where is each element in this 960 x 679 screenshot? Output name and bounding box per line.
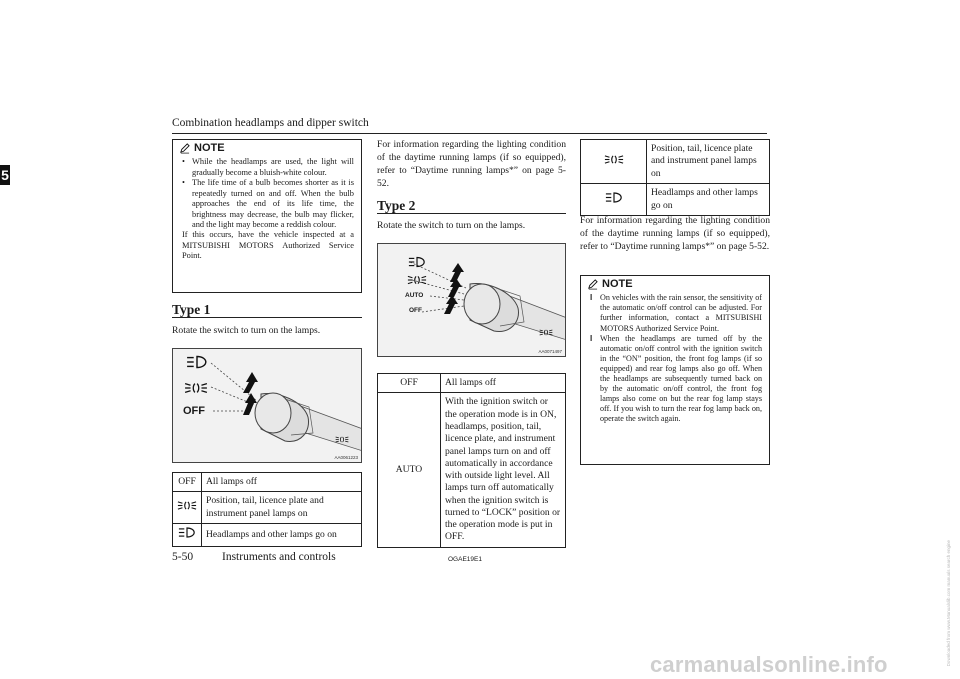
figure-code: AA0071497 <box>538 348 562 354</box>
note-pencil-icon <box>179 143 190 154</box>
note-box-right <box>580 275 770 465</box>
figure-label-auto: AUTO <box>405 292 424 299</box>
type2-intro: Rotate the switch to turn on the lamps. <box>377 220 526 231</box>
table-cell-desc: All lamps off <box>441 374 566 393</box>
type2-heading-rule <box>377 213 566 214</box>
table-row <box>173 473 362 492</box>
table-cell-desc: With the ignition switch or the operation mode is in ON, headlamps, position, tail, licence plate, and instrument panel lamps turn on and off automatically in accordance with outside light level. All lamps turn off automatically when the ignition switch is turned to “LOCK” position or the operation mode is put in OFF. <box>441 393 566 547</box>
table-row <box>581 184 770 216</box>
footer-section-title: Instruments and controls <box>222 551 336 563</box>
table-cell-icon <box>581 140 647 184</box>
table-row <box>378 374 566 393</box>
headlamp-icon <box>178 527 196 538</box>
table-row <box>378 393 566 547</box>
page-number: 5-50 <box>172 551 194 563</box>
figure-label-off: OFF <box>409 307 422 314</box>
note-pencil-icon <box>587 279 598 290</box>
table-cell-position: OFF <box>378 374 441 393</box>
note-item <box>182 178 354 230</box>
table-row <box>581 140 770 184</box>
type1-heading-rule <box>172 317 362 318</box>
bullet-mark: l <box>590 333 593 343</box>
note-header <box>581 276 769 292</box>
note-label: NOTE <box>194 142 225 154</box>
note-item-text: When the headlamps are turned off by the automatic on/off control with the ignition switch in the “ON” position, the front fog lamps (if so equipped) and rear fog lamps also go off. When the headlamps are subsequently turned back on by the automatic on/off control, the front fog lamps also come on but the rear fog lamp stays off. If you wish to turn the rear fog lamp back on, operate the switch again. <box>600 333 762 423</box>
note-body <box>581 292 769 427</box>
drl-reference-text: For information regarding the lighting condition of the daytime running lamps (if so equipped), refer to “Daytime running lamps*” on page 5-52. <box>377 139 566 189</box>
watermark-text: carmanualsonline.info <box>650 652 888 677</box>
table-row <box>173 492 362 524</box>
note-trailer-text: If this occurs, have the vehicle inspected at a MITSUBISHI MOTORS Authorized Service Point. <box>182 230 354 261</box>
table-cell-position: AUTO <box>378 393 441 547</box>
position-lamp-icon <box>604 154 624 165</box>
type1-table <box>172 472 362 547</box>
position-lamp-icon <box>177 500 197 511</box>
page-header-title: Combination headlamps and dipper switch <box>172 117 369 129</box>
side-stamp-text: Downloaded from www.Manualslib.com manuals search engine <box>946 540 951 667</box>
table-cell-icon <box>581 184 647 216</box>
table-row <box>173 524 362 546</box>
table-cell-desc: Position, tail, licence plate and instrument panel lamps on <box>202 492 362 524</box>
drl-reference-text-right: For information regarding the lighting condition of the daytime running lamps (if so equipped), refer to “Daytime running lamps*” on page 5-52. <box>580 215 770 252</box>
note-label: NOTE <box>602 278 633 290</box>
note-item <box>590 334 762 424</box>
table-cell-desc: Headlamps and other lamps go on <box>647 184 770 216</box>
type2-table-continued <box>580 139 770 216</box>
type2-switch-illustration <box>377 243 566 357</box>
note-box-left <box>172 139 362 293</box>
type2-table <box>377 373 566 548</box>
table-cell-desc: Position, tail, licence plate and instrument panel lamps on <box>647 140 770 184</box>
figure-label-off: OFF <box>183 405 205 417</box>
type2-heading: Type 2 <box>377 198 416 213</box>
bullet-mark: l <box>590 293 593 303</box>
figure-code: AA0061223 <box>334 454 358 460</box>
table-cell-icon <box>173 524 202 546</box>
note-item <box>590 293 762 333</box>
type1-intro: Rotate the switch to turn on the lamps. <box>172 325 321 336</box>
note-body <box>173 156 361 265</box>
note-item-text: The life time of a bulb becomes shorter as it is repeatedly turned on and off. When the bulb approaches the end of its life time, the brightness may decrease, the bulb may flicker, and the light may become a reddish colour. <box>192 178 354 229</box>
document-code: OGAE19E1 <box>448 556 482 563</box>
switch-drawing <box>378 244 566 357</box>
table-cell-desc: All lamps off <box>202 473 362 492</box>
headlamp-icon <box>605 192 623 203</box>
table-cell-icon <box>173 492 202 524</box>
bullet-mark: • <box>182 157 185 167</box>
note-item-text: While the headlamps are used, the light will gradually become a bluish-white colour. <box>192 157 354 177</box>
note-item <box>182 157 354 178</box>
header-rule <box>172 133 767 134</box>
table-cell-desc: Headlamps and other lamps go on <box>202 524 362 546</box>
chapter-tab: 5 <box>1 167 9 183</box>
note-item-text: On vehicles with the rain sensor, the sensitivity of the automatic on/off control can be adjusted. For further information, contact a MITSUBISHI MOTORS Authorized Service Point. <box>600 293 762 333</box>
table-cell-position: OFF <box>173 473 202 492</box>
bullet-mark: • <box>182 178 185 188</box>
type1-heading: Type 1 <box>172 302 211 317</box>
type1-switch-illustration <box>172 348 362 463</box>
note-header <box>173 140 361 156</box>
